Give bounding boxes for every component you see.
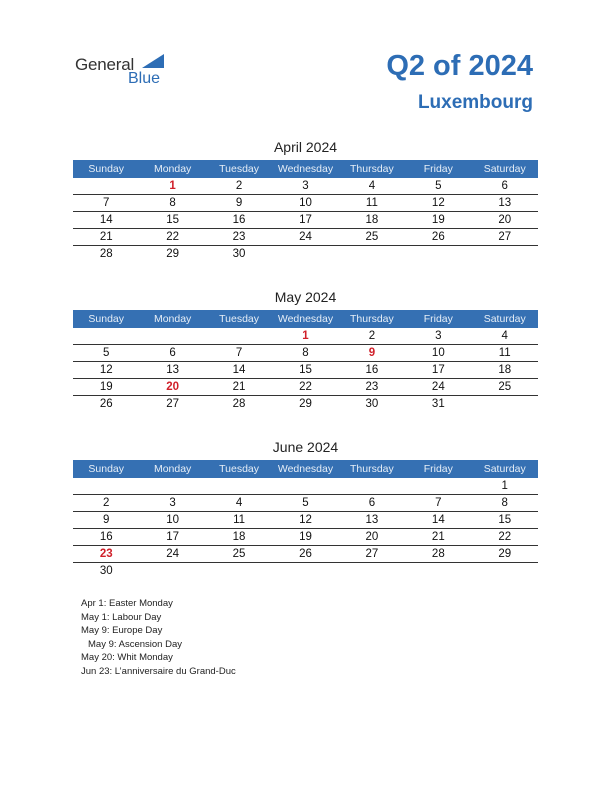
day-cell: 28 xyxy=(431,548,445,560)
weekday-label: Monday xyxy=(153,163,192,175)
weekday-label: Thursday xyxy=(350,463,394,475)
day-cell: 23 xyxy=(365,381,379,393)
holiday-entry: Apr 1: Easter Monday xyxy=(81,598,173,609)
day-cell xyxy=(206,478,272,494)
day-cell: 17 xyxy=(166,531,180,543)
day-cell: 8 xyxy=(169,197,176,209)
weekday-label: Saturday xyxy=(483,163,526,175)
day-cell: 15 xyxy=(166,214,180,226)
holiday-day-cell: 1 xyxy=(169,180,176,192)
day-cell: 29 xyxy=(299,398,312,410)
weekday-label: Tuesday xyxy=(219,163,259,175)
week-row xyxy=(73,529,538,546)
day-cell xyxy=(339,478,405,494)
day-cell: 25 xyxy=(365,231,379,243)
day-cell xyxy=(206,328,272,344)
weekday-label: Sunday xyxy=(88,163,125,175)
day-cell: 17 xyxy=(431,364,445,376)
day-cell xyxy=(405,246,471,263)
week-row xyxy=(73,396,538,413)
weekday-label: Friday xyxy=(423,463,453,475)
day-cell xyxy=(339,246,405,263)
week-row xyxy=(73,478,538,495)
day-cell: 18 xyxy=(365,214,379,226)
month-calendar xyxy=(73,438,538,580)
day-cell: 8 xyxy=(302,347,309,359)
day-cell: 16 xyxy=(232,214,246,226)
day-cell xyxy=(139,328,205,344)
day-cell xyxy=(139,478,205,494)
week-row xyxy=(73,345,538,362)
logo-blue-text: Blue xyxy=(128,70,161,87)
day-cell: 18 xyxy=(498,364,512,376)
weekday-label: Thursday xyxy=(350,163,394,175)
day-cell xyxy=(73,178,139,194)
day-cell: 27 xyxy=(365,548,379,560)
page-title: Q2 of 2024 xyxy=(386,50,533,82)
day-cell xyxy=(272,246,338,263)
month-title: June 2024 xyxy=(272,439,339,455)
weekday-label: Saturday xyxy=(483,463,526,475)
day-cell: 28 xyxy=(99,248,113,260)
day-cell: 3 xyxy=(169,497,176,509)
day-cell: 13 xyxy=(166,364,180,376)
month-title: May 2024 xyxy=(274,289,337,305)
month-calendar xyxy=(73,138,538,263)
day-cell: 2 xyxy=(103,497,110,509)
day-cell: 7 xyxy=(235,347,243,359)
day-cell: 10 xyxy=(431,347,445,359)
week-row xyxy=(73,563,538,580)
week-row xyxy=(73,512,538,529)
holiday-day-cell: 9 xyxy=(368,347,376,359)
day-cell: 18 xyxy=(232,531,246,543)
weekday-header xyxy=(73,310,538,328)
day-cell: 15 xyxy=(299,364,312,376)
day-cell: 20 xyxy=(498,214,512,226)
day-cell xyxy=(405,563,471,580)
holiday-entry: May 9: Ascension Day xyxy=(88,638,182,650)
day-cell: 22 xyxy=(299,381,312,393)
weekday-label: Sunday xyxy=(88,463,125,475)
day-cell: 23 xyxy=(232,231,246,243)
day-cell: 14 xyxy=(232,364,246,376)
day-cell: 30 xyxy=(99,565,113,577)
day-cell: 11 xyxy=(233,514,246,526)
holiday-entry: May 9: Europe Day xyxy=(81,625,163,636)
day-cell: 7 xyxy=(435,497,442,509)
day-cell: 19 xyxy=(431,214,445,226)
day-cell: 25 xyxy=(232,548,246,560)
day-cell xyxy=(73,328,139,344)
day-cell: 4 xyxy=(235,497,243,509)
week-row xyxy=(73,178,538,195)
holiday-day-cell: 1 xyxy=(302,330,309,342)
day-cell: 19 xyxy=(299,531,312,543)
day-cell: 26 xyxy=(431,231,445,243)
day-cell: 2 xyxy=(235,180,243,192)
weekday-label: Saturday xyxy=(483,313,526,325)
day-cell: 24 xyxy=(166,548,180,560)
day-cell: 24 xyxy=(431,381,445,393)
day-cell xyxy=(472,246,538,263)
day-cell: 21 xyxy=(232,381,246,393)
day-cell: 26 xyxy=(299,548,312,560)
day-cell: 11 xyxy=(498,347,511,359)
logo-general-text: General xyxy=(75,55,135,74)
weekday-header xyxy=(73,460,538,478)
holiday-day-cell: 20 xyxy=(166,381,180,393)
day-cell: 3 xyxy=(302,180,309,192)
day-cell: 14 xyxy=(99,214,113,226)
day-cell xyxy=(405,478,471,494)
day-cell xyxy=(139,563,205,580)
week-row xyxy=(73,212,538,229)
day-cell: 16 xyxy=(99,531,113,543)
holiday-entry: May 1: Labour Day xyxy=(81,611,162,623)
day-cell: 4 xyxy=(368,180,376,192)
day-cell: 9 xyxy=(235,197,243,209)
month-title: April 2024 xyxy=(273,139,338,155)
logo-triangle-icon xyxy=(142,54,164,68)
holiday-entry: May 20: Whit Monday xyxy=(81,652,173,663)
day-cell: 11 xyxy=(365,197,378,209)
day-cell: 24 xyxy=(299,231,312,243)
generalblue-logo xyxy=(75,52,175,86)
day-cell xyxy=(206,563,272,580)
day-cell: 28 xyxy=(232,398,246,410)
day-cell: 7 xyxy=(103,197,110,209)
day-cell: 21 xyxy=(431,531,445,543)
day-cell xyxy=(73,478,139,494)
day-cell: 25 xyxy=(498,381,512,393)
day-cell: 13 xyxy=(498,197,512,209)
day-cell: 30 xyxy=(365,398,379,410)
day-cell: 16 xyxy=(365,364,379,376)
day-cell: 15 xyxy=(498,514,512,526)
day-cell: 13 xyxy=(365,514,379,526)
day-cell: 10 xyxy=(166,514,180,526)
day-cell: 19 xyxy=(99,381,113,393)
week-row xyxy=(73,546,538,563)
day-cell: 6 xyxy=(501,180,508,192)
day-cell: 6 xyxy=(169,347,176,359)
day-cell xyxy=(472,396,538,413)
day-cell: 10 xyxy=(299,197,312,209)
day-cell xyxy=(272,478,338,494)
month-calendar xyxy=(73,288,538,413)
weekday-label: Tuesday xyxy=(219,463,259,475)
week-row xyxy=(73,328,538,345)
weekday-label: Monday xyxy=(153,313,192,325)
day-cell: 27 xyxy=(166,398,180,410)
day-cell: 9 xyxy=(103,514,110,526)
day-cell: 29 xyxy=(498,548,512,560)
country-name: Luxembourg xyxy=(417,92,533,113)
day-cell: 27 xyxy=(498,231,512,243)
day-cell: 20 xyxy=(365,531,379,543)
day-cell: 5 xyxy=(302,497,309,509)
week-row xyxy=(73,379,538,396)
weekday-header xyxy=(73,160,538,178)
day-cell: 31 xyxy=(431,398,445,410)
week-row xyxy=(73,246,538,263)
weekday-label: Friday xyxy=(423,313,453,325)
holiday-entry: Jun 23: L’anniversaire du Grand-Duc xyxy=(81,665,236,677)
week-row xyxy=(73,195,538,212)
day-cell: 29 xyxy=(166,248,180,260)
holiday-day-cell: 23 xyxy=(99,548,113,560)
day-cell: 22 xyxy=(166,231,180,243)
day-cell: 1 xyxy=(501,480,508,492)
weekday-label: Wednesday xyxy=(277,163,334,175)
weekday-label: Sunday xyxy=(88,313,125,325)
day-cell: 5 xyxy=(435,180,442,192)
holiday-list xyxy=(81,597,236,678)
week-row xyxy=(73,495,538,512)
day-cell: 4 xyxy=(501,330,508,342)
day-cell: 8 xyxy=(501,497,508,509)
day-cell xyxy=(272,563,338,580)
weekday-label: Monday xyxy=(153,463,192,475)
day-cell: 17 xyxy=(299,214,312,226)
day-cell: 12 xyxy=(299,514,312,526)
week-row xyxy=(73,362,538,379)
weekday-label: Wednesday xyxy=(277,463,334,475)
weekday-label: Thursday xyxy=(350,313,394,325)
weekday-label: Tuesday xyxy=(219,313,259,325)
week-row xyxy=(73,229,538,246)
day-cell: 12 xyxy=(99,364,113,376)
weekday-label: Friday xyxy=(423,163,453,175)
weekday-label: Wednesday xyxy=(277,313,334,325)
day-cell: 21 xyxy=(99,231,113,243)
day-cell: 3 xyxy=(435,330,442,342)
day-cell: 5 xyxy=(103,347,110,359)
day-cell: 2 xyxy=(368,330,376,342)
day-cell: 6 xyxy=(368,497,376,509)
day-cell: 14 xyxy=(431,514,445,526)
day-cell: 12 xyxy=(431,197,445,209)
day-cell xyxy=(339,563,405,580)
day-cell xyxy=(472,563,538,580)
day-cell: 22 xyxy=(498,531,512,543)
day-cell: 30 xyxy=(232,248,246,260)
day-cell: 26 xyxy=(99,398,113,410)
